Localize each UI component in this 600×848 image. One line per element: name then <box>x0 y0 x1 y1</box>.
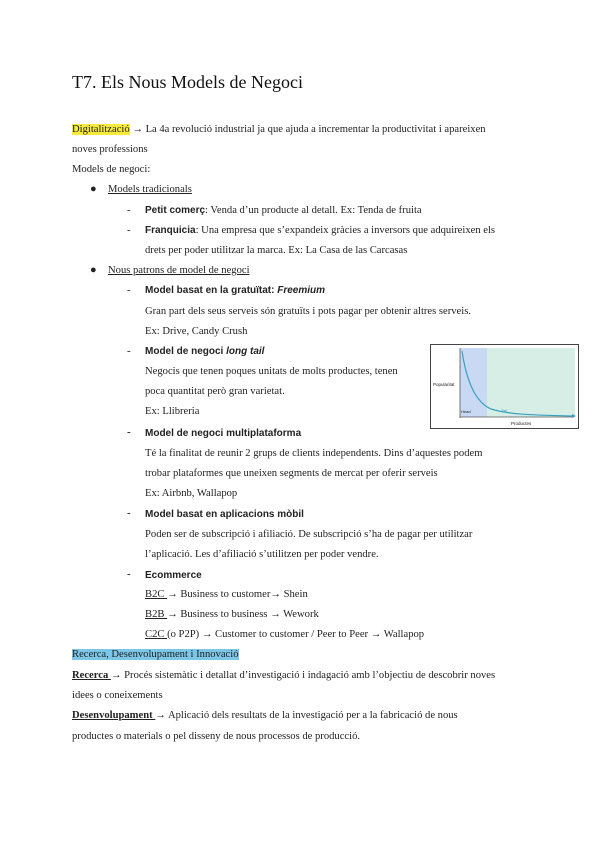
development-line-1 <box>72 709 458 722</box>
arrow-icon: → <box>132 124 143 135</box>
arrow-icon: → <box>110 670 122 681</box>
arrow-icon: → <box>167 589 178 600</box>
freemium-heading <box>145 284 325 297</box>
new-patterns-heading: Nous patrons de model de negoci <box>108 265 250 276</box>
longtail-heading <box>145 345 264 358</box>
longtail-term-italic: long tail <box>226 346 265 357</box>
intro-text-1: La 4a revolució industrial ja que ajuda a incrementar la productivitat i apareixen <box>145 124 486 135</box>
ecommerce-row-c2c <box>145 628 424 641</box>
research-text-1: Procés sistemàtic i detallat d’investigació i indagació amb l’objectiu de descobrir noves <box>121 670 496 681</box>
development-term: Desenvolupament <box>72 710 156 721</box>
b2b-code: B2B <box>145 609 168 620</box>
development-text-1: Aplicació dels resultats de la investigació per a la fabricació de nous <box>165 710 458 721</box>
franquicia-text-2: drets per poder utilitzar la marca. Ex: La Casa de las Carcasas <box>145 245 408 256</box>
franquicia-term: Franquicia <box>145 225 196 236</box>
tail-label: Tail <box>501 408 508 413</box>
rdi-heading-line <box>72 648 239 661</box>
c2c-extra: (o P2P) <box>167 629 202 640</box>
ecommerce-row-b2b <box>145 608 319 621</box>
longtail-line-3: Ex: Llibreria <box>145 406 200 417</box>
head-label: Head <box>461 409 471 414</box>
y-axis-label: Popularitat <box>433 382 455 387</box>
petit-comerc-term: Petit comerç <box>145 205 206 216</box>
bullet-icon: ● <box>90 183 97 195</box>
multiplatform-line-1: Té la finalitat de reunir 2 grups de clients independents. Dins d’aquestes podem <box>145 448 483 459</box>
models-label: Models de negoci: <box>72 164 151 175</box>
freemium-line-2: Ex: Drive, Candy Crush <box>145 326 248 337</box>
multiplatform-line-3: Ex: Airbnb, Wallapop <box>145 488 238 499</box>
list-item-franquicia <box>145 224 495 237</box>
multiplatform-line-2: trobar plataformes que uneixen segments de mercat per oferir serveis <box>145 468 438 479</box>
multiplatform-term: Model de negoci multiplataforma <box>145 428 302 439</box>
dash-icon: - <box>127 426 131 438</box>
intro-text-2: noves professions <box>72 144 148 155</box>
arrow-icon: → <box>270 609 281 620</box>
long-tail-graph <box>430 344 579 429</box>
dash-icon: - <box>127 507 131 519</box>
arrow-icon: → <box>201 629 213 640</box>
digitalitzacio-term: Digitalització <box>72 124 130 135</box>
dash-icon: - <box>127 568 131 580</box>
b2c-text: Business to customer <box>177 589 271 600</box>
ecommerce-term: Ecommerce <box>145 570 202 581</box>
petit-comerc-text: : Venda d’un producte al detall. Ex: Tenda de fruita <box>205 205 422 216</box>
research-text-2: idees o coneixements <box>72 690 163 701</box>
franquicia-text: : Una empresa que s’expandeix gràcies a inversors que adquireixen els <box>195 225 496 236</box>
research-term: Recerca <box>72 670 111 681</box>
list-item-petit-comerc <box>145 204 422 217</box>
b2c-code: B2C <box>145 589 168 600</box>
b2b-text: Business to business <box>177 609 271 620</box>
dash-icon: - <box>127 345 131 357</box>
arrow-icon: → <box>370 629 382 640</box>
apps-line-1: Poden ser de subscripció i afiliació. De subscripció s’ha de pagar per utilitzar <box>145 529 473 540</box>
page-title: T7. Els Nous Models de Negoci <box>72 72 303 92</box>
longtail-line-1: Negocis que tenen poques unitats de molts productes, tenen <box>145 366 398 377</box>
arrow-icon: → <box>270 589 281 600</box>
freemium-term-italic: Freemium <box>277 285 326 296</box>
c2c-code: C2C <box>145 629 168 640</box>
freemium-line-1: Gran part dels seus serveis són gratuïts i pots pagar per obtenir altres serveis. <box>145 306 471 317</box>
longtail-line-2: poca quantitat però gran varietat. <box>145 386 285 397</box>
c2c-example: Wallapop <box>381 629 425 640</box>
b2b-example: Wework <box>280 609 319 620</box>
head-region <box>460 348 487 417</box>
traditional-models-heading: Models tradicionals <box>108 184 192 195</box>
longtail-term: Model de negoci <box>145 346 227 357</box>
apps-term: Model basat en aplicacions mòbil <box>145 509 304 520</box>
b2c-example: Shein <box>280 589 308 600</box>
dash-icon: - <box>127 204 131 216</box>
development-text-2: productes o materials o pel disseny de nous processos de producció. <box>72 731 361 742</box>
arrow-icon: → <box>167 609 178 620</box>
long-tail-chart <box>431 345 578 428</box>
bullet-icon: ● <box>90 264 97 276</box>
intro-line-1 <box>72 123 486 136</box>
arrow-icon: → <box>155 710 166 721</box>
ecommerce-row-b2c <box>145 588 308 601</box>
freemium-term: Model basat en la gratuïtat: <box>145 285 278 296</box>
x-axis-label: Productes <box>511 421 532 426</box>
research-line-1 <box>72 669 495 682</box>
c2c-text: Customer to customer / Peer to Peer <box>212 629 371 640</box>
tail-region <box>487 348 575 417</box>
dash-icon: - <box>127 224 131 236</box>
rdi-heading: Recerca, Desenvolupament i Innovació <box>72 649 239 660</box>
apps-line-2: l’aplicació. Les d’afiliació s’utilitzen per poder vendre. <box>145 549 379 560</box>
dash-icon: - <box>127 284 131 296</box>
